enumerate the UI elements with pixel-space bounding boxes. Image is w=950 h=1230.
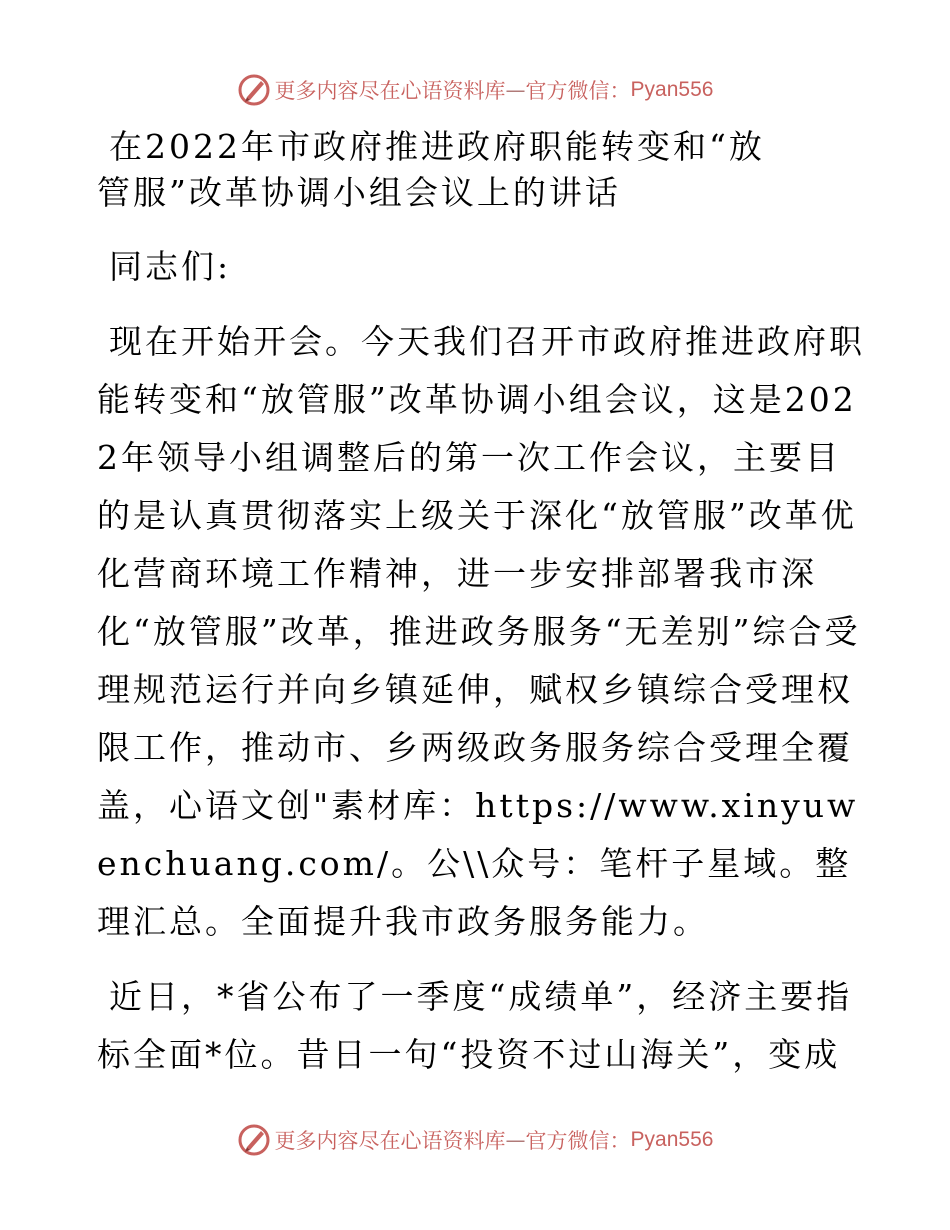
pen-logo-icon [237, 73, 271, 107]
document-body [97, 124, 867, 1084]
watermark-brand: 更多内容尽在心语资料库 [274, 1129, 506, 1153]
watermark-id: Pyan556 [630, 1128, 714, 1151]
paragraph-2: 近日，*省公布了一季度“成绩单”，经济主要指标全面*位。昔日一句“投资不过山海关”，变成 [97, 977, 853, 1074]
footer-watermark [0, 1120, 950, 1160]
paragraph-1: 现在开始开会。今天我们召开市政府推进政府职能转变和“放管服”改革协调小组会议，这是2022年领导小组调整后的第一次工作会议，主要目的是认真贯彻落实上级关于深化“放管服”改革优化营商环境工作精神，进一步安排部署我市深化“放管服”改革，推进政务服务“无差别”综合受理规范运行并向乡镇延伸，赋权乡镇综合受理权限工作，推动市、乡两级政务服务综合受理全覆盖，心语文创"素材库：https://www.xinyuwenchuang.com/。公\\众号：笔杆子星域。整理汇总。全面提升我市政务服务能力。 [97, 322, 865, 941]
watermark-separator: — [505, 78, 526, 102]
pen-logo-icon [237, 1123, 271, 1157]
watermark-separator: — [505, 1128, 526, 1152]
document-title: 在2022年市政府推进政府职能转变和“放管服”改革协调小组会议上的讲话 [97, 127, 765, 212]
watermark-official: 官方微信： [525, 79, 631, 103]
watermark-brand: 更多内容尽在心语资料库 [274, 79, 506, 103]
salutation: 同志们: [109, 247, 232, 286]
watermark-official: 官方微信： [525, 1129, 631, 1153]
header-watermark [0, 70, 950, 110]
watermark-id: Pyan556 [630, 78, 714, 101]
